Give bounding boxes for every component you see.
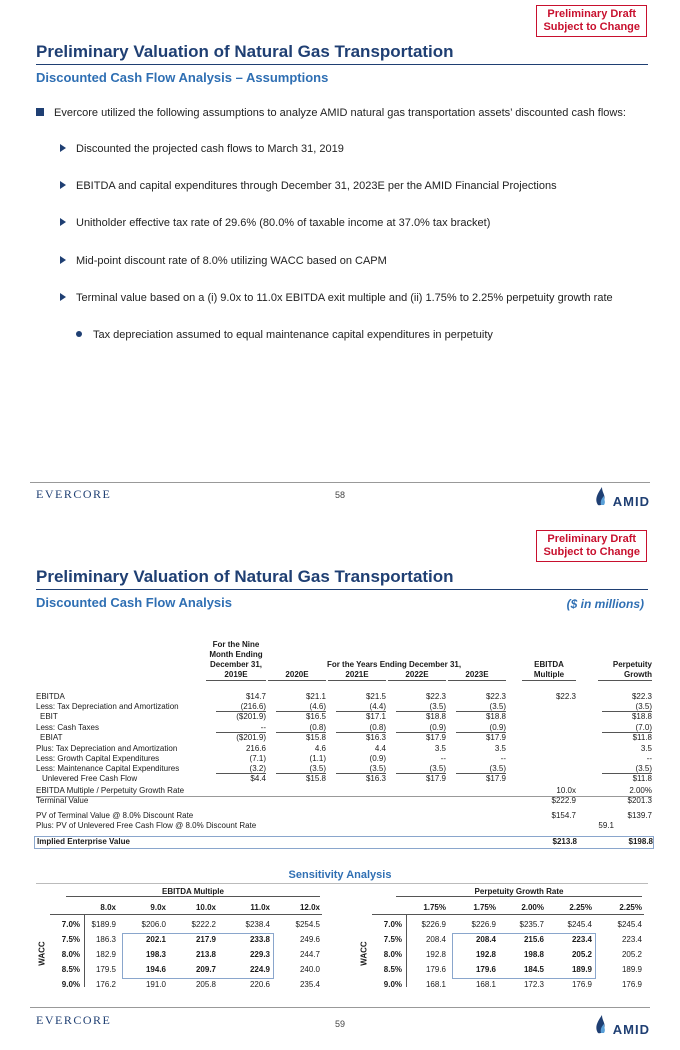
row-value: -- xyxy=(216,723,266,733)
header-line: Perpetuity xyxy=(612,660,652,669)
wacc-row-header: 9.0% xyxy=(383,980,402,989)
row-label: EBIT xyxy=(40,712,58,721)
summary-perpetuity-value: $201.3 xyxy=(627,796,652,805)
sensitivity-cell: 186.3 xyxy=(95,935,116,944)
stamp-line-2: Subject to Change xyxy=(543,21,640,33)
stamp-line-2: Subject to Change xyxy=(543,546,640,558)
sensitivity-cell: 176.2 xyxy=(95,980,116,989)
triangle-bullet-icon xyxy=(60,218,66,226)
wacc-axis-label: WACC xyxy=(359,941,369,966)
draft-stamp xyxy=(536,5,647,37)
sensitivity-cell: 176.9 xyxy=(621,980,642,989)
row-value: -- xyxy=(500,754,506,763)
summary-label: PV of Terminal Value @ 8.0% Discount Rate xyxy=(36,811,194,820)
sensitivity-cell: 240.0 xyxy=(299,965,320,974)
sensitivity-cell: 182.9 xyxy=(95,950,116,959)
summary-label: Plus: PV of Unlevered Free Cash Flow @ 8.0% Discount Rate xyxy=(36,821,257,830)
sensitivity-cell: 233.8 xyxy=(249,935,270,944)
sensitivity-cell: 202.1 xyxy=(145,935,166,944)
sensitivity-cell: 217.9 xyxy=(195,935,216,944)
row-value: ($201.9) xyxy=(236,712,266,721)
units-label: ($ in millions) xyxy=(566,597,644,611)
sensitivity-cell: 220.6 xyxy=(249,980,270,989)
row-value: (3.5) xyxy=(456,764,506,774)
sub-bullet-text: Tax depreciation assumed to equal maintenance capital expenditures in perpetuity xyxy=(93,329,493,341)
column-header: 2.25% xyxy=(569,903,592,912)
sensitivity-cell: 235.4 xyxy=(299,980,320,989)
page-number: 58 xyxy=(334,490,345,500)
column-header: 11.0x xyxy=(250,903,270,912)
period-header: 2021E xyxy=(328,670,386,681)
row-value: (4.6) xyxy=(276,702,326,712)
summary-label: EBITDA Multiple / Perpetuity Growth Rate xyxy=(36,786,185,795)
row-value: (0.9) xyxy=(396,723,446,733)
years-ending-header: For the Years Ending December 31, xyxy=(326,660,462,669)
column-header: 8.0x xyxy=(100,903,116,912)
highlight-box xyxy=(122,933,274,979)
bullet-text: Discounted the projected cash flows to March 31, 2019 xyxy=(76,143,344,155)
perpetuity-growth-value: (7.0) xyxy=(602,723,652,733)
row-value: ($201.9) xyxy=(236,733,266,742)
row-value: (3.2) xyxy=(216,764,266,774)
summary-row xyxy=(34,836,654,849)
title-rule xyxy=(36,64,648,65)
header-line: For the Nine xyxy=(212,640,260,649)
sensitivity-cell: $254.5 xyxy=(295,920,320,929)
summary-row xyxy=(36,821,652,832)
sensitivity-cell: 223.4 xyxy=(621,935,642,944)
intro-text: Evercore utilized the following assumptions to analyze AMID natural gas transportation assets’ discounted cash flows: xyxy=(54,107,626,119)
row-value: 3.5 xyxy=(494,744,506,753)
row-value: $22.3 xyxy=(425,692,446,701)
bullet-2 xyxy=(60,180,557,192)
period-header: 2023E xyxy=(448,670,506,681)
sensitivity-rule xyxy=(36,883,648,884)
summary-label: Implied Enterprise Value xyxy=(37,837,130,846)
row-value: (3.5) xyxy=(276,764,326,774)
nine-month-header xyxy=(206,640,266,670)
wacc-row-header: 8.0% xyxy=(61,950,80,959)
row-value: (216.6) xyxy=(216,702,266,712)
slide-59 xyxy=(0,525,680,1050)
wacc-row-header: 7.0% xyxy=(383,920,402,929)
header-line: Multiple xyxy=(522,670,576,681)
evercore-logo: EVERCORE xyxy=(36,487,112,501)
sensitivity-cell: 205.2 xyxy=(571,950,592,959)
row-value: (3.5) xyxy=(336,764,386,774)
sensitivity-cell: 179.5 xyxy=(95,965,116,974)
evercore-logo: EVERCORE xyxy=(36,1013,112,1027)
row-value: $16.3 xyxy=(365,774,386,783)
triangle-bullet-icon xyxy=(60,181,66,189)
sensitivity-cell: 208.4 xyxy=(425,935,446,944)
row-value: $22.3 xyxy=(485,692,506,701)
sensitivity-cell: $245.4 xyxy=(617,920,642,929)
triangle-bullet-icon xyxy=(60,293,66,301)
perpetuity-growth-value: $18.8 xyxy=(631,712,652,721)
dcf-row xyxy=(36,774,652,785)
sensitivity-cell: 224.9 xyxy=(249,965,270,974)
perpetuity-growth-value: -- xyxy=(646,754,652,763)
sub-bullet xyxy=(76,329,493,341)
row-value: $18.8 xyxy=(485,712,506,721)
perpetuity-growth-value: (3.5) xyxy=(602,702,652,712)
sensitivity-cell: 213.8 xyxy=(195,950,216,959)
row-label: Unlevered Free Cash Flow xyxy=(42,774,138,783)
row-label: EBITDA xyxy=(36,692,65,701)
sensitivity-cell: 191.0 xyxy=(145,980,166,989)
highlight-box xyxy=(452,933,596,979)
column-header: 2.25% xyxy=(619,903,642,912)
sensitivity-table-title: EBITDA Multiple xyxy=(66,887,320,897)
triangle-bullet-icon xyxy=(60,256,66,264)
row-label: EBIAT xyxy=(40,733,63,742)
sensitivity-cell: 192.8 xyxy=(475,950,496,959)
sensitivity-cell: $245.4 xyxy=(567,920,592,929)
period-header: 2022E xyxy=(388,670,446,681)
page-title: Preliminary Valuation of Natural Gas Transportation xyxy=(36,42,454,61)
wacc-axis-label: WACC xyxy=(37,941,47,966)
row-value: $4.4 xyxy=(250,774,266,783)
sensitivity-cell: 172.3 xyxy=(523,980,544,989)
triangle-bullet-icon xyxy=(60,144,66,152)
page-subtitle: Discounted Cash Flow Analysis – Assumptions xyxy=(36,70,329,85)
row-value: $15.8 xyxy=(305,774,326,783)
column-header: 1.75% xyxy=(423,903,446,912)
perpetuity-growth-value: 3.5 xyxy=(640,744,652,753)
sensitivity-cell: $226.9 xyxy=(421,920,446,929)
summary-perpetuity-value: 2.00% xyxy=(629,786,652,795)
row-value: 3.5 xyxy=(434,744,446,753)
row-value: $17.9 xyxy=(425,733,446,742)
sensitivity-cell: 223.4 xyxy=(571,935,592,944)
summary-ebitda-value: $213.8 xyxy=(552,837,577,846)
row-value: $17.9 xyxy=(485,774,506,783)
bullet-text: Unitholder effective tax rate of 29.6% (80.0% of taxable income at 37.0% tax bracket) xyxy=(76,217,491,229)
page-subtitle: Discounted Cash Flow Analysis xyxy=(36,595,233,610)
row-label: Plus: Tax Depreciation and Amortization xyxy=(36,744,178,753)
row-value: (4.4) xyxy=(336,702,386,712)
summary-shared-value: 59.1 xyxy=(598,821,614,830)
header-rule xyxy=(50,914,322,915)
sensitivity-cell: $222.2 xyxy=(191,920,216,929)
perpetuity-growth-value: $11.8 xyxy=(632,774,652,783)
dot-bullet-icon xyxy=(76,331,82,337)
header-rule xyxy=(372,914,644,915)
row-value: 4.4 xyxy=(374,744,386,753)
summary-ebitda-value: $154.7 xyxy=(551,811,576,820)
row-value: $14.7 xyxy=(245,692,266,701)
sensitivity-cell: 244.7 xyxy=(299,950,320,959)
row-value: (3.5) xyxy=(396,764,446,774)
footer-rule xyxy=(30,1007,650,1008)
sensitivity-cell: $189.9 xyxy=(91,920,116,929)
ebitda-multiple-value: $22.3 xyxy=(555,692,576,701)
column-header: 12.0x xyxy=(299,903,320,912)
sensitivity-cell: 168.1 xyxy=(425,980,446,989)
sensitivity-cell: 189.9 xyxy=(571,965,592,974)
sensitivity-cell: 168.1 xyxy=(475,980,496,989)
wacc-row-header: 8.0% xyxy=(383,950,402,959)
sensitivity-cell: $206.0 xyxy=(141,920,166,929)
row-value: -- xyxy=(440,754,446,763)
perpetuity-growth-value: $11.8 xyxy=(632,733,652,742)
perpetuity-growth-header xyxy=(598,660,652,681)
wacc-row-header: 8.5% xyxy=(383,965,402,974)
row-label: Less: Cash Taxes xyxy=(36,723,99,732)
wacc-row-header: 7.5% xyxy=(61,935,80,944)
sensitivity-cell: 249.6 xyxy=(299,935,320,944)
amid-logo: AMID xyxy=(612,494,650,509)
sensitivity-cell: $238.4 xyxy=(245,920,270,929)
row-value: 216.6 xyxy=(245,744,266,753)
column-header: 10.0x xyxy=(195,903,216,912)
sensitivity-cell: 205.8 xyxy=(195,980,216,989)
summary-row xyxy=(36,796,652,807)
summary-label: Terminal Value xyxy=(36,796,89,805)
row-label: Less: Growth Capital Expenditures xyxy=(36,754,160,763)
footer-rule xyxy=(30,482,650,483)
sensitivity-cell: 208.4 xyxy=(475,935,496,944)
bullet-3 xyxy=(60,217,490,229)
dcf-row xyxy=(36,712,652,723)
period-header: 2020E xyxy=(268,670,326,681)
sensitivity-cell: 194.6 xyxy=(145,965,166,974)
wacc-row-header: 7.5% xyxy=(383,935,402,944)
dcf-row xyxy=(36,733,652,744)
bullet-text: Terminal value based on a (i) 9.0x to 11.0x EBITDA exit multiple and (ii) 1.75% to 2.25% perpetuity growth rate xyxy=(76,292,613,304)
row-label: Less: Tax Depreciation and Amortization xyxy=(36,702,179,711)
page-title: Preliminary Valuation of Natural Gas Transportation xyxy=(36,567,454,586)
summary-ebitda-value: $222.9 xyxy=(551,796,576,805)
wacc-row-header: 7.0% xyxy=(61,920,80,929)
row-value: (0.9) xyxy=(369,754,386,763)
row-value: $16.3 xyxy=(365,733,386,742)
amid-logo: AMID xyxy=(612,1022,650,1037)
row-label: Less: Maintenance Capital Expenditures xyxy=(36,764,180,773)
perpetuity-growth-value: $22.3 xyxy=(631,692,652,701)
sensitivity-cell: 229.3 xyxy=(249,950,270,959)
period-header: 2019E xyxy=(206,670,266,681)
sensitivity-cell: 176.9 xyxy=(571,980,592,989)
row-value: (3.5) xyxy=(396,702,446,712)
sensitivity-table-title: Perpetuity Growth Rate xyxy=(396,887,642,897)
square-bullet-icon xyxy=(36,108,44,116)
page-number: 59 xyxy=(334,1019,345,1029)
perpetuity-growth-value: (3.5) xyxy=(602,764,652,774)
row-value: (0.9) xyxy=(456,723,506,733)
summary-perpetuity-value: $198.8 xyxy=(628,837,653,846)
row-value: (0.8) xyxy=(336,723,386,733)
row-value: $16.5 xyxy=(305,712,326,721)
bullet-5 xyxy=(60,292,613,304)
row-header-divider xyxy=(84,915,85,987)
stamp-line-1: Preliminary Draft xyxy=(547,533,637,545)
title-rule xyxy=(36,589,648,590)
row-header-divider xyxy=(406,915,407,987)
sensitivity-cell: 205.2 xyxy=(621,950,642,959)
ebitda-sensitivity-table xyxy=(36,887,326,987)
sensitivity-cell: 209.7 xyxy=(195,965,216,974)
row-value: $15.8 xyxy=(305,733,326,742)
row-value: $17.9 xyxy=(425,774,446,783)
stamp-line-1: Preliminary Draft xyxy=(547,8,637,20)
row-value: $17.9 xyxy=(485,733,506,742)
header-line: EBITDA xyxy=(534,660,564,669)
sensitivity-cell: $235.7 xyxy=(519,920,544,929)
sensitivity-cell: 184.5 xyxy=(523,965,544,974)
sensitivity-cell: 215.6 xyxy=(523,935,544,944)
sensitivity-cell: 179.6 xyxy=(475,965,496,974)
summary-ebitda-value: 10.0x xyxy=(556,786,576,795)
bullet-text: Mid-point discount rate of 8.0% utilizing WACC based on CAPM xyxy=(76,255,387,267)
intro-bullet xyxy=(36,107,626,119)
row-value: (3.5) xyxy=(456,702,506,712)
sensitivity-cell: 198.8 xyxy=(523,950,544,959)
bullet-text: EBITDA and capital expenditures through December 31, 2023E per the AMID Financial Projections xyxy=(76,180,557,192)
ebitda-multiple-header xyxy=(522,660,576,681)
row-value: $21.1 xyxy=(305,692,326,701)
bullet-4 xyxy=(60,255,387,267)
row-value: (0.8) xyxy=(276,723,326,733)
sensitivity-cell: 179.6 xyxy=(425,965,446,974)
wacc-row-header: 9.0% xyxy=(61,980,80,989)
sensitivity-cell: 192.8 xyxy=(425,950,446,959)
column-header: 2.00% xyxy=(521,903,544,912)
header-line: December 31, xyxy=(209,660,263,669)
sensitivity-title: Sensitivity Analysis xyxy=(288,869,392,881)
wacc-row-header: 8.5% xyxy=(61,965,80,974)
draft-stamp xyxy=(536,530,647,562)
header-line: Month Ending xyxy=(209,650,263,659)
header-line: Growth xyxy=(598,670,652,681)
row-value: $17.1 xyxy=(365,712,386,721)
summary-perpetuity-value: $139.7 xyxy=(627,811,652,820)
sensitivity-cell: 189.9 xyxy=(621,965,642,974)
bullet-1 xyxy=(60,143,344,155)
row-value: $21.5 xyxy=(365,692,386,701)
row-value: $18.8 xyxy=(425,712,446,721)
row-value: (1.1) xyxy=(309,754,326,763)
column-header: 9.0x xyxy=(150,903,166,912)
sensitivity-cell: 198.3 xyxy=(145,950,166,959)
sensitivity-cell: $226.9 xyxy=(471,920,496,929)
row-value: (7.1) xyxy=(249,754,266,763)
column-header: 1.75% xyxy=(473,903,496,912)
perpetuity-sensitivity-table xyxy=(352,887,652,987)
row-value: 4.6 xyxy=(314,744,326,753)
